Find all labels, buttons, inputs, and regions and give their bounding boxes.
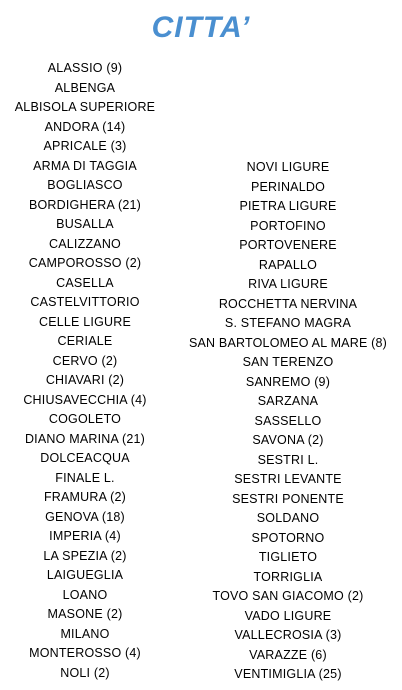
city-item: CHIUSAVECCHIA (4) — [23, 392, 147, 407]
city-item: RAPALLO — [258, 257, 318, 272]
city-item: CERIALE — [57, 334, 113, 348]
city-item: ALBISOLA SUPERIORE — [14, 100, 156, 114]
city-item: LAIGUEGLIA — [46, 568, 124, 582]
city-item: LOANO — [62, 587, 108, 602]
city-list-left — [0, 59, 170, 683]
city-item: ARMA DI TAGGIA — [33, 158, 137, 173]
city-list-right — [178, 158, 398, 685]
city-item: SESTRI LEVANTE — [234, 472, 342, 486]
city-item: IMPERIA (4) — [49, 529, 121, 543]
city-item: SESTRI L. — [257, 452, 319, 467]
city-item: CASTELVITTORIO — [30, 295, 140, 309]
city-item: DOLCEACQUA — [40, 451, 130, 465]
city-item: VALLECROSIA (3) — [234, 628, 342, 642]
city-item: CERVO (2) — [52, 353, 118, 368]
city-item: VADO LIGURE — [244, 608, 332, 623]
city-item: TORRIGLIA — [253, 569, 323, 584]
city-item: ANDORA (14) — [44, 119, 126, 134]
city-item: TIGLIETO — [258, 550, 318, 564]
city-item: SESTRI PONENTE — [232, 491, 344, 506]
city-item: SAVONA (2) — [252, 433, 324, 447]
city-item: MILANO — [60, 626, 110, 641]
city-item: CASELLA — [56, 275, 114, 290]
city-item: BOGLIASCO — [47, 178, 123, 192]
city-item: MONTEROSSO (4) — [29, 646, 141, 660]
city-item: CHIAVARI (2) — [45, 373, 125, 387]
city-item: SAN BARTOLOMEO AL MARE (8) — [188, 335, 388, 350]
city-item: VARAZZE (6) — [249, 647, 327, 662]
city-item: MASONE (2) — [47, 607, 123, 621]
city-item: SPOTORNO — [251, 530, 325, 545]
city-item: CAMPOROSSO (2) — [28, 256, 142, 270]
city-item: TOVO SAN GIACOMO (2) — [212, 589, 364, 603]
city-item: BUSALLA — [56, 217, 114, 231]
city-item: SASSELLO — [254, 413, 322, 428]
city-item: SAN TERENZO — [242, 355, 334, 369]
city-item: NOLI (2) — [60, 665, 110, 680]
city-item: S. STEFANO MAGRA — [224, 316, 352, 330]
page-title: CITTA’ — [151, 11, 251, 44]
city-item: RIVA LIGURE — [248, 277, 328, 291]
city-item: CALIZZANO — [49, 236, 121, 251]
city-item: FRAMURA (2) — [43, 490, 127, 504]
city-item: NOVI LIGURE — [246, 160, 330, 174]
city-item: SOLDANO — [256, 511, 320, 525]
city-item: COGOLETO — [48, 412, 122, 426]
city-item: PORTOFINO — [250, 218, 326, 233]
city-item: CELLE LIGURE — [38, 314, 132, 329]
city-item: DIANO MARINA (21) — [24, 431, 146, 446]
city-item: ALBENGA — [54, 80, 116, 95]
city-item: PORTOVENERE — [239, 238, 337, 252]
city-item: FINALE L. — [55, 470, 115, 485]
city-item: PERINALDO — [250, 179, 326, 194]
city-item: SANREMO (9) — [245, 374, 331, 389]
city-item: PIETRA LIGURE — [239, 199, 337, 213]
city-item: APRICALE (3) — [43, 139, 127, 153]
city-item: SARZANA — [257, 394, 319, 408]
city-item: GENOVA (18) — [45, 509, 125, 524]
city-item: BORDIGHERA (21) — [28, 197, 142, 212]
city-item: ALASSIO (9) — [47, 61, 123, 75]
city-item: ROCCHETTA NERVINA — [218, 296, 358, 311]
city-item: VENTIMIGLIA (25) — [234, 667, 342, 681]
city-item: LA SPEZIA (2) — [43, 548, 127, 563]
